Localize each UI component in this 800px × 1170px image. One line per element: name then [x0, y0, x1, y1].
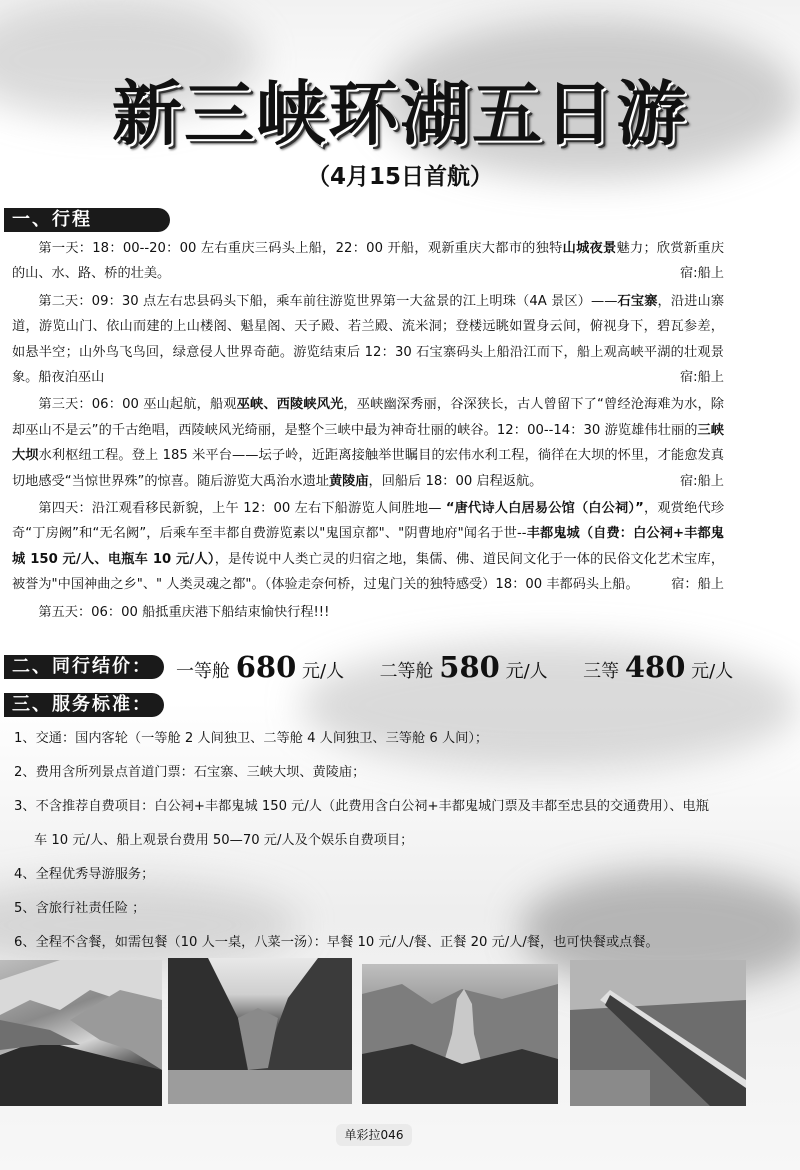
day3-text-3: 水利枢纽工程。登上 185 米平台——坛子岭，近距离接触举世瞩目的宏伟水利工程，徜徉在大坝的怀里，才能愈发真切地感受“当惊世界殊”的惊喜。随后游览大禹治水遗址: [12, 448, 724, 489]
price-label: 三等: [583, 661, 620, 682]
day3-lodging: 宿:船上: [679, 473, 724, 489]
itinerary-body: [12, 236, 724, 627]
price-amount: 680: [235, 650, 297, 684]
day4-lodging: 宿：船上: [671, 577, 724, 593]
day3-text-4: ，回船后 18：00 启程返航。: [368, 473, 543, 489]
gorge-cliff-photo: [0, 960, 162, 1106]
page-subtitle: （4月15日首航）: [306, 164, 493, 190]
itinerary-day-4: [12, 496, 724, 598]
page-title: 新三峡环湖五日游: [112, 72, 688, 155]
day2-highlight: 石宝寨: [617, 293, 658, 309]
itinerary-day-1: [12, 236, 724, 287]
service-item: 3、不含推荐自费项目：白公祠+丰都鬼城 150 元/人（此费用含白公祠+丰都鬼城门票及丰都至忠县的交通费用）、电瓶: [14, 799, 709, 814]
day4-text-2: ，观赏绝代珍奇“丁房阙”和“无名阙”，后乘车至丰都自费游览素以"鬼国京都"、"阴曹地府"闻名于世--: [12, 501, 725, 542]
itinerary-day-5: 第五天：06：00 船抵重庆港下船结束愉快行程!!!: [38, 604, 330, 620]
day4-highlight-2: 丰都鬼城（自费：白公祠+丰都鬼城 150 元/人、电瓶车 10 元/人）: [12, 526, 724, 567]
day3-highlight-3: 黄陵庙: [328, 473, 369, 489]
price-unit: 元/人: [302, 661, 345, 682]
service-list: [14, 722, 774, 960]
day2-lodging: 宿:船上: [679, 370, 724, 386]
day1-text-2: 魅力；欣赏新重庆的山、水、路、桥的壮美。: [12, 241, 725, 282]
price-unit: 元/人: [691, 661, 734, 682]
service-item: 5、含旅行社责任险 ；: [14, 901, 146, 916]
day3-text: 第三天：06：00 巫山起航，船观: [38, 397, 237, 413]
price-label: 二等舱: [379, 661, 434, 682]
price-amount: 580: [439, 650, 500, 684]
day2-text: 第二天：09：30 点左右忠县码头下船，乘车前往游览世界第一大盆景的江上明珠（4A 景区）——: [38, 293, 618, 309]
day3-text-2: ，巫峡幽深秀丽，谷深狭长，古人曾留下了“曾经沧海难为水，除却巫山不是云”的千古绝唱，西陵峡风光绮丽，是整个三峡中最为神奇壮丽的峡谷。12：00--14：30 游览雄伟壮丽的: [12, 397, 724, 438]
day2-text-2: ，沿进山寨道，游览山门、依山而建的上山楼阁、魁星阁、天子殿、若兰殿、流米洞；登楼远眺如置身云间，俯视身下，碧瓦参差，如悬半空；山外鸟飞鸟回，绿意侵人世界奇葩。游览结束后 12：30 石宝寨码头上船沿江而下，船上观高峡平湖的壮观景象。船夜泊巫山: [12, 293, 725, 386]
day4-highlight: “唐代诗人白居易公馆（白公祠）”: [445, 501, 644, 517]
day4-text: 第四天：沿江观看移民新貌，上午 12：00 左右下船游览人间胜地—: [38, 501, 446, 517]
section-heading-price: 二、同行结价：: [4, 655, 164, 679]
price-unit: 元/人: [505, 661, 548, 682]
photo-strip: [0, 958, 800, 1108]
three-gorges-dam-photo: [570, 960, 746, 1106]
price-amount: 480: [624, 650, 686, 684]
day1-lodging: 宿:船上: [679, 266, 724, 282]
river-gorge-photo: [168, 958, 352, 1104]
price-label: 一等舱: [176, 661, 230, 682]
day4-text-3: ，是传说中人类亡灵的归宿之地，集儒、佛、道民间文化于一体的民俗文化艺术宝库，被誉为"中国神曲之乡"、" 人类灵魂之都"。（体验走奈何桥，过鬼门关的独特感受）18：00 丰都码头上船。: [12, 551, 725, 593]
service-item: 6、全程不含餐，如需包餐（10 人一桌，八菜一汤）：早餐 10 元/人/餐、正餐 20 元/人/餐，也可快餐或点餐。: [14, 935, 659, 950]
itinerary-day-3: [12, 392, 724, 494]
goddess-peak-photo: [362, 964, 558, 1104]
service-item: 2、费用含所列景点首道门票：石宝寨、三峡大坝、黄陵庙；: [14, 765, 366, 780]
page-number-label: 单彩拉046: [336, 1124, 412, 1146]
service-item-continued: 车 10 元/人、船上观景台费用 50—70 元/人及个娱乐自费项目；: [34, 833, 414, 848]
service-item: 1、交通：国内客轮（一等舱 2 人间独卫、二等舱 4 人间独卫、三等舱 6 人间）；: [14, 731, 489, 746]
day3-highlight: 巫峡、西陵峡风光: [236, 397, 344, 413]
service-item: 4、全程优秀导游服务；: [14, 867, 155, 882]
day1-highlight: 山城夜景: [562, 241, 617, 256]
price-row: [176, 650, 776, 684]
itinerary-day-2: [12, 289, 724, 391]
section-heading-service: 三、服务标准：: [4, 693, 164, 717]
day1-text: 第一天：18：00--20：00 左右重庆三码头上船，22：00 开船，观新重庆大都市的独特: [38, 241, 563, 256]
day3-highlight-2: 三峡大坝: [12, 422, 724, 464]
section-heading-itinerary: 一、行程: [4, 208, 170, 232]
